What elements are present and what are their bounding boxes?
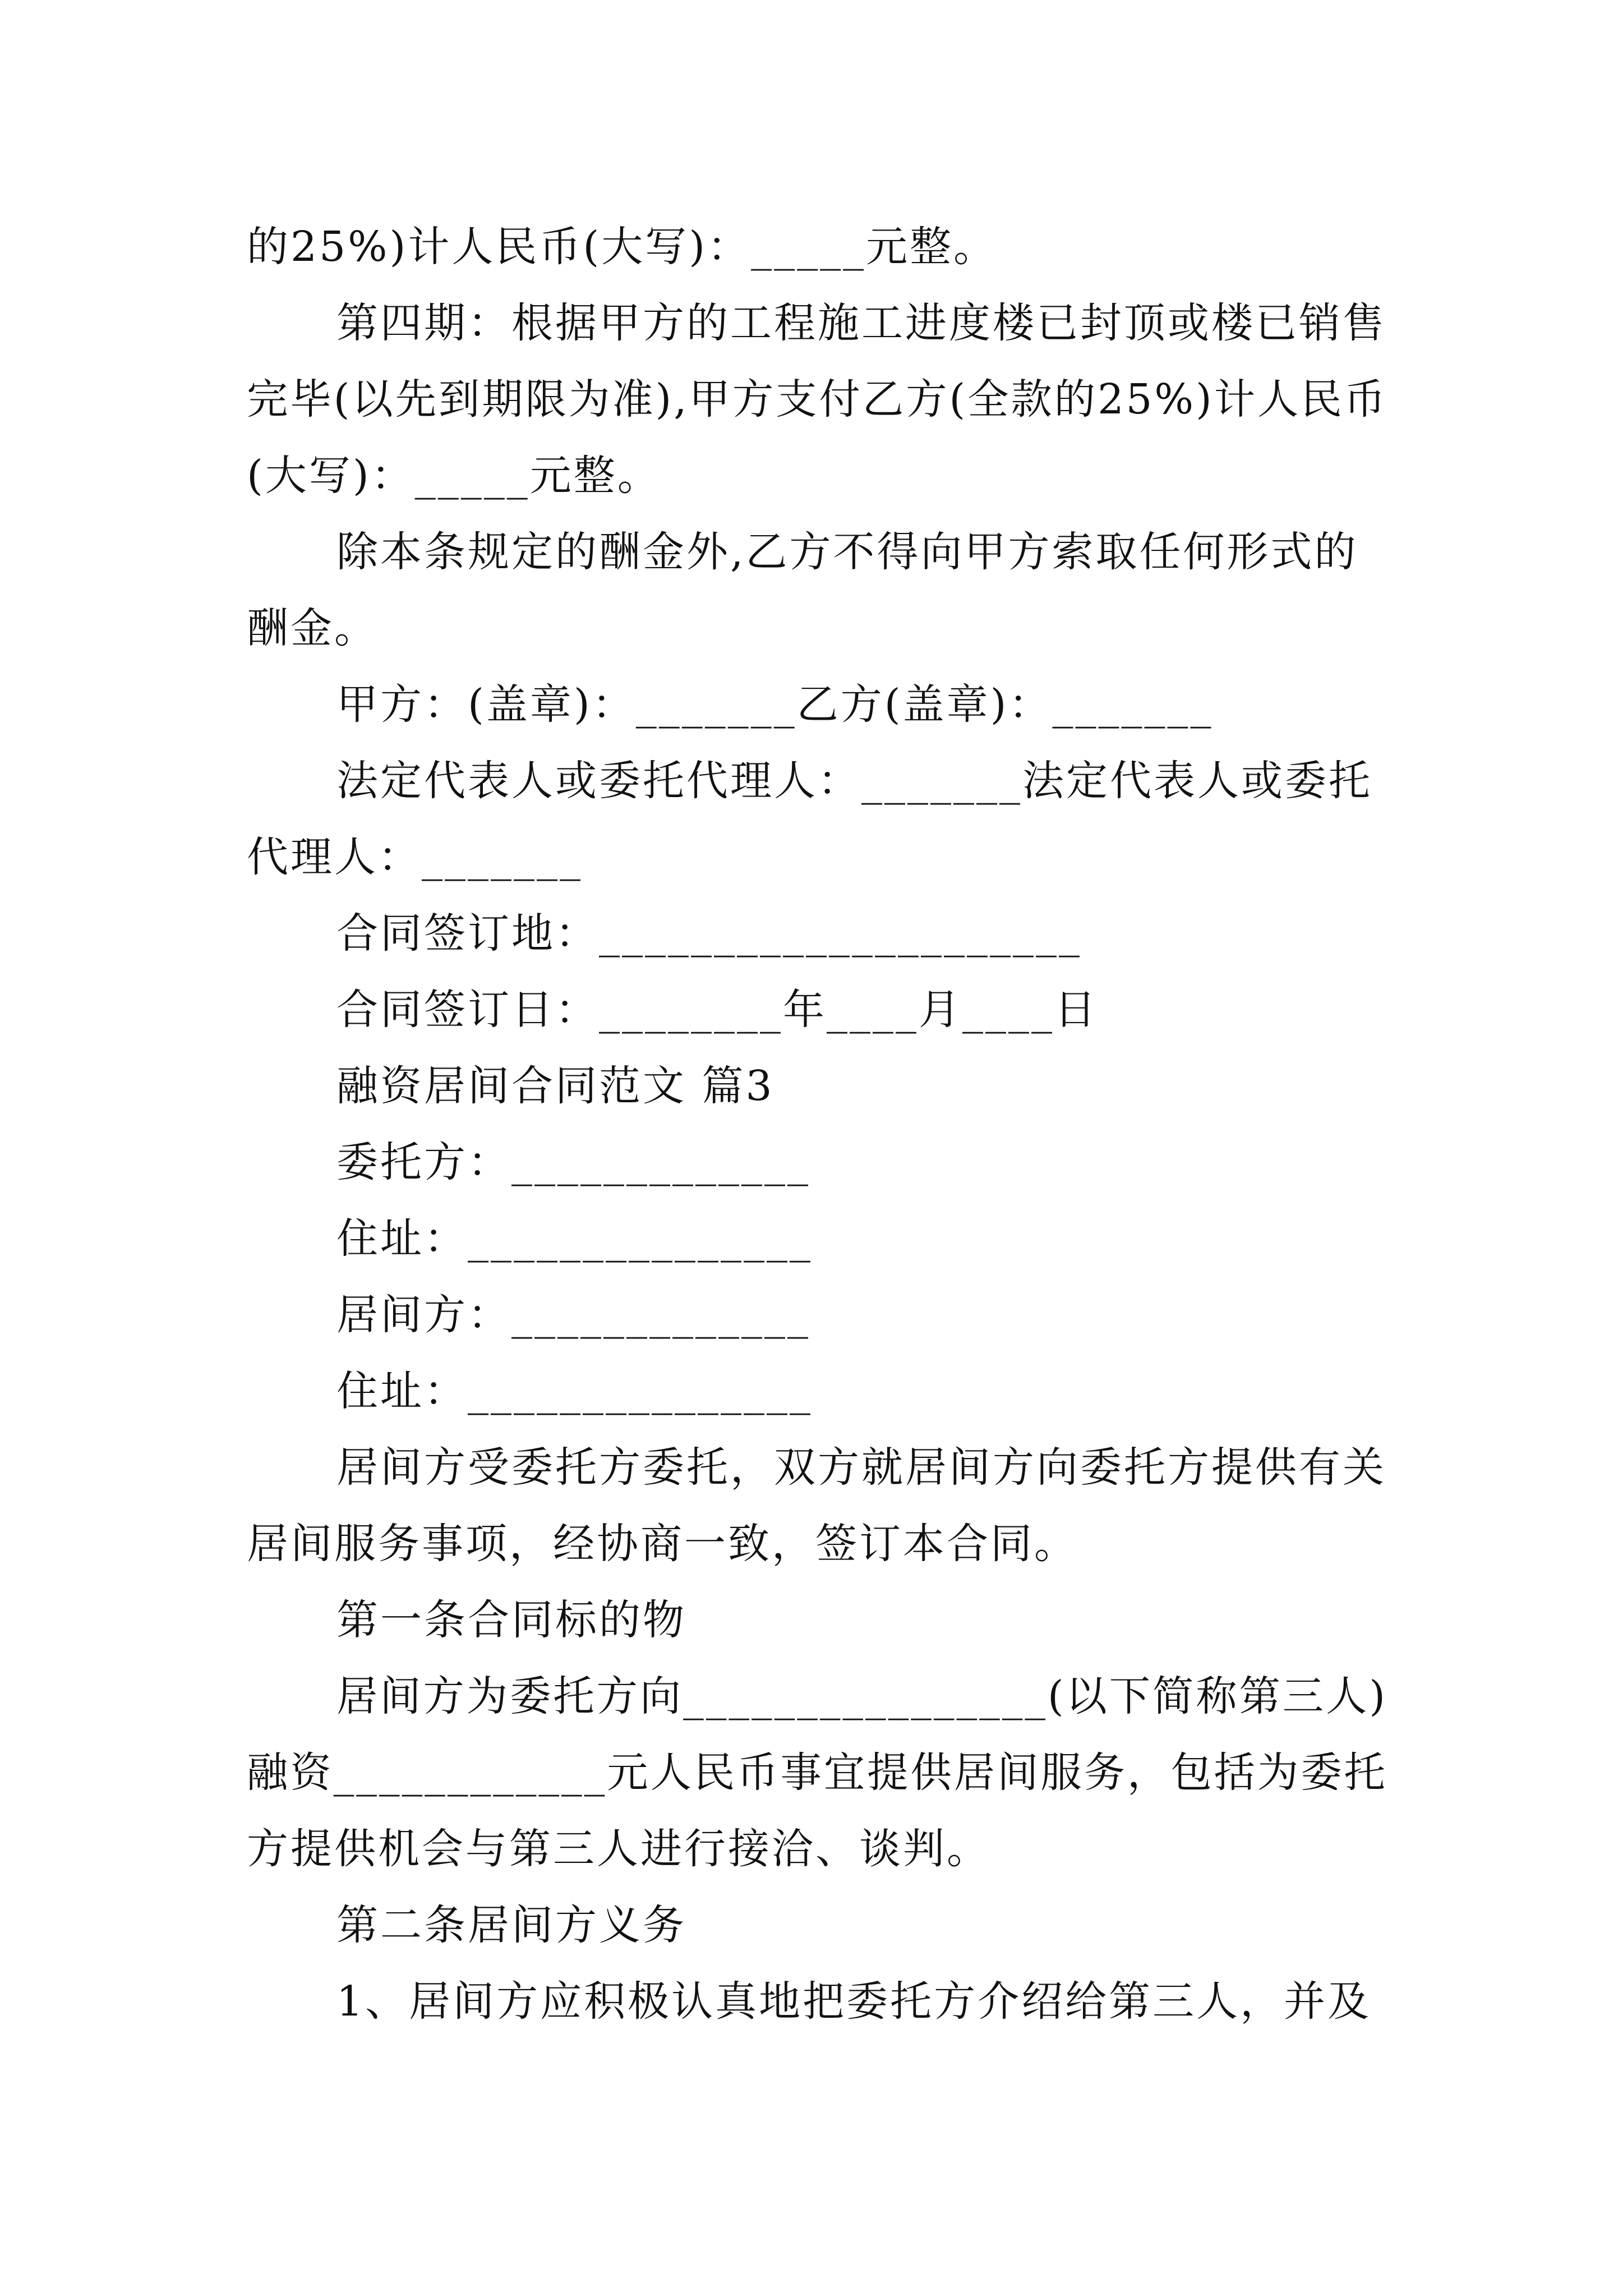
text-line: 完毕(以先到期限为准),甲方支付乙方(全款的25%)计人民币	[247, 375, 1388, 424]
text-line: 1、居间方应积极认真地把委托方介绍给第三人，并及	[336, 1977, 1372, 2026]
text-line: 融资____________元人民币事宜提供居间服务，包括为委托	[247, 1749, 1387, 1797]
text-line: 的25%)计人民币(大写)：_____元整。	[247, 223, 998, 271]
text-line: 酬金。	[247, 604, 378, 652]
text-line: 居间方：_____________	[336, 1291, 810, 1339]
text-line: 居间方为委托方向________________(以下简称第三人)	[336, 1672, 1387, 1720]
text-line: 代理人：_______	[247, 833, 583, 881]
text-line: 除本条规定的酬金外,乙方不得向甲方索取任何形式的	[336, 528, 1358, 576]
text-line: 第一条合同标的物	[336, 1596, 686, 1644]
text-line: 第四期：根据甲方的工程施工进度楼已封顶或楼已销售	[336, 299, 1386, 347]
text-line: 居间服务事项，经协商一致，签订本合同。	[247, 1520, 1078, 1568]
text-line: 住址：_______________	[336, 1214, 813, 1263]
text-line: 合同签订日：________年____月____日	[336, 986, 1098, 1034]
text-line: 委托方：_____________	[336, 1138, 810, 1186]
text-line: 合同签订地：_____________________	[336, 909, 1082, 958]
text-line: 甲方：(盖章)：_______乙方(盖章)：_______	[336, 680, 1214, 729]
text-line: 居间方受委托方委托，双方就居间方向委托方提供有关	[336, 1443, 1386, 1492]
text-line: (大写)：_____元整。	[247, 452, 661, 500]
text-line: 方提供机会与第三人进行接洽、谈判。	[247, 1825, 990, 1873]
text-line: 第二条居间方义务	[336, 1901, 686, 1949]
text-line: 法定代表人或委托代理人：_______法定代表人或委托	[336, 757, 1372, 805]
text-line: 住址：_______________	[336, 1367, 813, 1415]
section-heading: 融资居间合同范文 篇3	[336, 1062, 774, 1110]
